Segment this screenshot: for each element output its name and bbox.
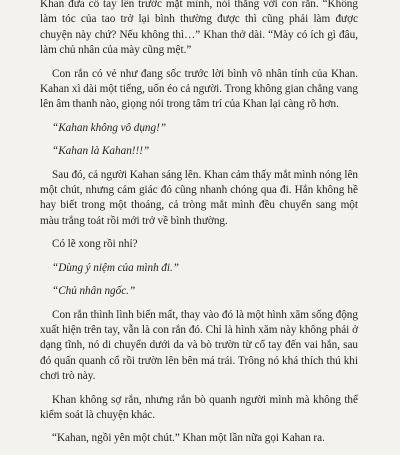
dialogue-line-2: “Kahan là Kahan!!!”	[52, 145, 150, 158]
dialogue-line-4: “Chủ nhân ngốc.”	[52, 285, 136, 298]
paragraph-2: Con rắn có vẻ như đang sốc trước lời bình vô nhân tính của Khan. Kahan xì dài một tiếng, uốn éo cả người. Trong không gian chẳng vang lên âm thanh nào, giọng nói trong tâm trí của Khan lại càng rõ hơn.	[40, 67, 358, 111]
paragraph-4: Có lẽ xong rồi nhỉ?	[52, 238, 138, 251]
paragraph-7: “Kahan, ngồi yên một chút.” Khan một lần nữa gọi Kahan ra.	[52, 432, 325, 445]
page-text-body	[40, 0, 358, 455]
dialogue-line-1: “Kahan không vô dụng!”	[52, 121, 167, 134]
paragraph-6: Khan không sợ rắn, nhưng rắn bò quanh người mình mà không thể kiểm soát là chuyện khác.	[40, 393, 358, 421]
paragraph-1: Khan đưa cổ tay lên trước mặt mình, nói thẳng với con rắn. “Không làm tóc của tao trở lại bình thường được thì cũng phải làm được chuyện này chứ? Nếu không thì…” Khan thở dài. “Mày có ích gì đâu, làm chủ nhân của mày cũng mệt.”	[40, 0, 358, 57]
dialogue-line-3: “Dùng ý niệm của mình đi.”	[52, 261, 180, 274]
paragraph-3: Sau đó, cả người Kahan sáng lên. Khan cảm thấy mắt mình nóng lên một chút, nhưng cảm giác đó cũng nhanh chóng qua đi. Hắn không hề hay biết trong một thoáng, cả tròng mắt mình đều chuyển sang một màu trắng toát rồi mới trở về bình thường.	[40, 168, 358, 227]
paragraph-5: Con rắn thình lình biến mất, thay vào đó là một hình xăm sống động xuất hiện trên tay, vẫn là con rắn đó. Chỉ là hình xăm này không phải ở dạng tĩnh, nó di chuyển dưới da và bò trườn từ cổ tay đến vai hắn, sau đó quấn quanh cổ rồi trườn lên bên má trái. Trông nó khá thích thú khi chơi trò này.	[40, 308, 358, 383]
